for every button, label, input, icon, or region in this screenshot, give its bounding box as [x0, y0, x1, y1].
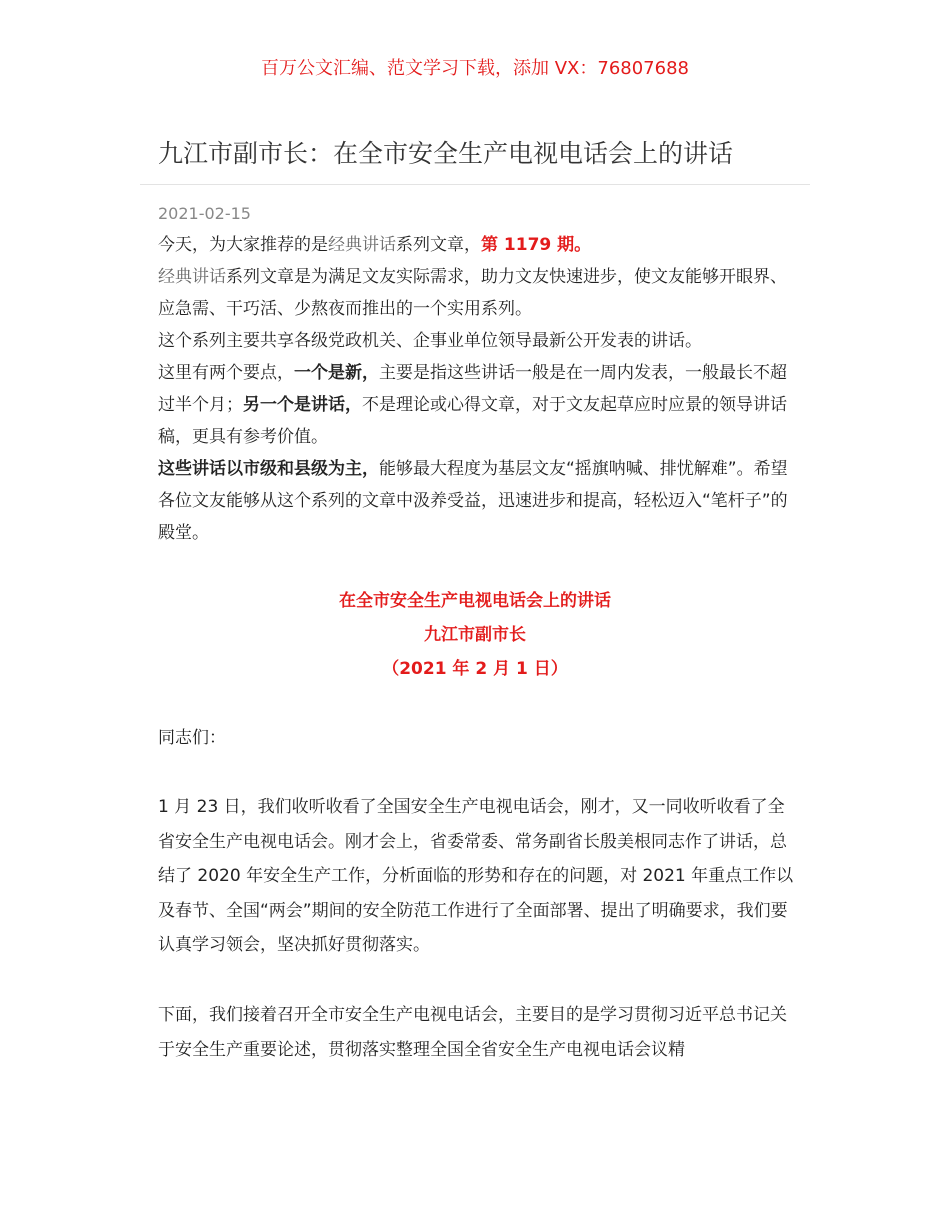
speech-title: 在全市安全生产电视电话会上的讲话 [339, 591, 611, 611]
intro-line-5 [158, 453, 794, 549]
intro-text: 今天，为大家推荐的是 [158, 235, 328, 255]
intro-line-2 [158, 261, 794, 325]
intro-text: 系列文章是为满足文友实际需求，助力文友快速进步，使文友能够开眼界、应急需、干巧活、少熬夜而推出的一个实用系列。 [158, 267, 787, 319]
page-title: 九江市副市长：在全市安全生产电视电话会上的讲话 [158, 139, 734, 168]
speech-header [0, 584, 950, 686]
salutation: 同志们： [158, 728, 226, 748]
publish-date: 2021-02-15 [158, 204, 251, 223]
title-divider [140, 184, 810, 185]
speech-date: （2021 年 2 月 1 日） [382, 659, 568, 679]
key-point-2: 另一个是讲话， [243, 395, 362, 415]
focus-statement: 这些讲话以市级和县级为主， [158, 459, 379, 479]
series-name: 经典讲话 [328, 235, 396, 255]
intro-line-3: 这个系列主要共享各级党政机关、企事业单位领导最新公开发表的讲话。 [158, 331, 702, 351]
intro-line-4 [158, 357, 794, 453]
issue-number: 第 1179 期。 [481, 235, 592, 255]
intro-text: 这里有两个要点， [158, 363, 294, 383]
intro-text: 能够最大程度为基层文友“摇旗呐喊、排忧解难”。希望各位文友能够从这个系列的文章中汲养受益，迅速进步和提高，轻松迈入“笔杆子”的殿堂。 [158, 459, 788, 543]
ad-banner: 百万公文汇编、范文学习下载，添加 VX：76807688 [261, 58, 689, 79]
intro-text: 不是理论或心得文章，对于文友起草应时应景的领导讲话稿，更具有参考价值。 [158, 395, 787, 447]
key-point-1: 一个是新， [294, 363, 379, 383]
series-name: 经典讲话 [158, 267, 226, 287]
body-paragraph: 1 月 23 日，我们收听收看了全国安全生产电视电话会，刚才，又一同收听收看了全省安全生产电视电话会。刚才会上，省委常委、常务副省长殷美根同志作了讲话，总结了 2020 年安全生产工作，分析面临的形势和存在的问题，对 2021 年重点工作以及春节、全国“两会”期间的安全防范工作进行了全面部署、提出了明确要求，我们要认真学习领会，坚决抓好贯彻落实。 [158, 797, 794, 955]
body-paragraph: 下面，我们接着召开全市安全生产电视电话会，主要目的是学习贯彻习近平总书记关于安全生产重要论述，贯彻落实整理全国全省安全生产电视电话会议精 [158, 1005, 787, 1060]
speech-speaker: 九江市副市长 [424, 625, 526, 645]
intro-line-1 [158, 229, 794, 261]
intro-text: 系列文章， [396, 235, 481, 255]
intro-section [158, 229, 794, 549]
intro-text: 主要是指这些讲话一般是在一周内发表，一般最长不超过半个月； [158, 363, 787, 415]
